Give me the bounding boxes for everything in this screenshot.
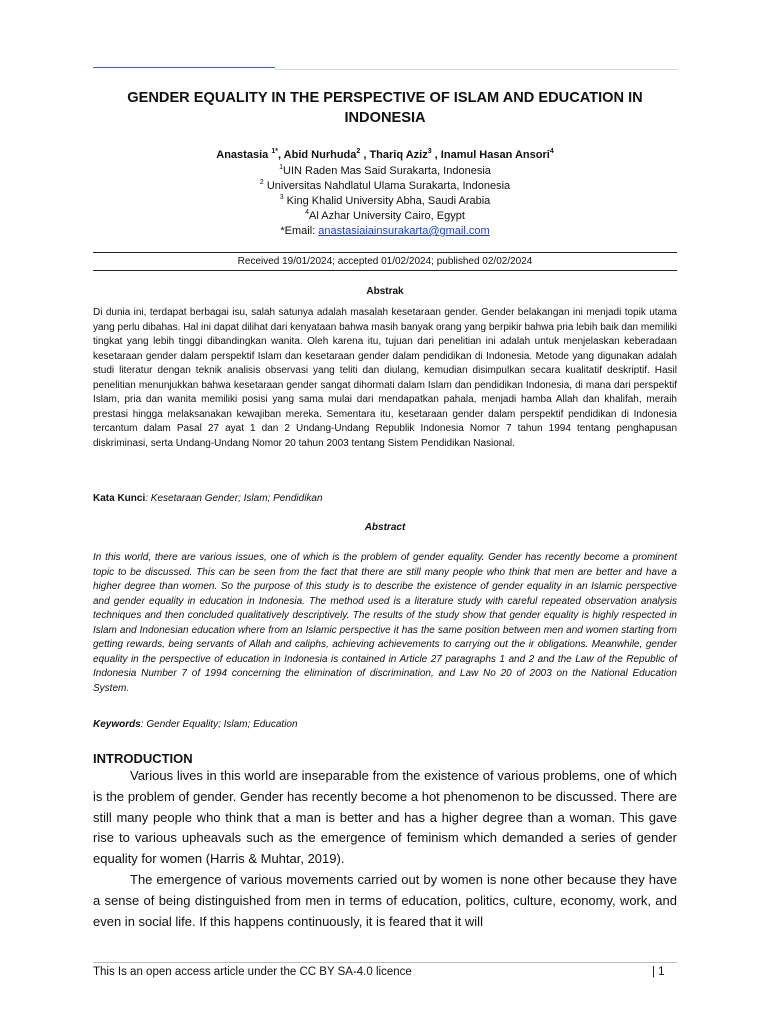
affiliation-text: UIN Raden Mas Said Surakarta, Indonesia (283, 165, 491, 177)
body-paragraph: The emergence of various movements carried out by women is none other because they have a sense of being distinguished from men in terms of education, politics, culture, economy, work, and even in social life. If this happens continuously, it is feared that it will (93, 872, 677, 929)
abstrak-text: Di dunia ini, terdapat berbagai isu, salah satunya adalah masalah kesetaraan gender. Gender belakangan ini menjadi topik utama yang perlu dibahas. Hal ini dapat dilihat dari kenyataan bahwa masih banyak orang yang berpikir bahwa pria lebih baik dan memiliki tingkat yang lebih tinggi dibandingkan wanita. Oleh karena itu, tujuan dari penelitian ini adalah untuk menjelaskan keberadaan kesetaraan gender dalam perspektif Islam dan kesetaraan gender dalam pendidikan di Indonesia. Metode yang digunakan adalah studi literatur dengan teknik analisis observasi yang teliti dan diulang, kemudian disimpulkan secara kualitatif deskriptif. Hasil penelitian menunjukkan bahwa kesetaraan gender sangat dihormati dalam Islam dan pendidikan Indonesia, di mana dari perspektif Islam, pria dan wanita memiliki posisi yang sama mulai dari mendapatkan pahala, menjadi hamba Allah dan khalifah, meraih prestasi hingga melaksanakan kewajiban mereka. Sementara itu, kesetaraan gender dalam perspektif pendidikan di Indonesia tercantum dalam Pasal 27 ayat 1 dan 2 Undang-Undang Republik Indonesia Nomor 7 tahun 1994 tentang penghapusan diskriminasi, serta Undang-Undang Nomor 20 tahun 2003 tentang Sistem Pendidikan Nasional. (93, 307, 677, 449)
page-number: | 1 (652, 966, 665, 978)
author-sup: 2 (356, 148, 361, 155)
author-name: Inamul Hasan Ansori (440, 149, 550, 161)
header-link-rule (93, 67, 275, 68)
affiliation (93, 179, 677, 194)
affiliation-sup: 1 (279, 164, 283, 171)
keywords-value: : Kesetaraan Gender; Islam; Pendidikan (145, 493, 323, 504)
received-top-rule (93, 252, 677, 253)
header-divider (275, 69, 677, 70)
affiliation-sup: 3 (279, 194, 284, 201)
abstract-heading: Abstract (364, 522, 406, 533)
affiliation (93, 164, 677, 179)
body-paragraph: Various lives in this world are inseparable from the existence of various problems, one of which is the problem of gender. Gender has recently become a hot phenomenon to be discussed. There are still many people who think that a man is better and has a higher degree than a woman. This gave rise to various upheavals such as the emergence of feminism which demanded a series of gender equality for women (Harris & Muhtar, 2019). (93, 768, 677, 867)
affiliation-text: Universitas Nahdlatul Ulama Surakarta, Indonesia (266, 180, 511, 192)
affiliation-sup: 4 (305, 209, 309, 216)
received-dates: Received 19/01/2024; accepted 01/02/2024; published 02/02/2024 (237, 256, 533, 267)
abstract-text: In this world, there are various issues, one of which is the problem of gender equality. Gender has recently become a prominent topic to be discussed. This can be seen from the fact that there are still many people who think that men are better and have a higher degree than women. So the purpose of this study is to describe the existence of gender equality in an Islamic perspective and gender equality in education in Indonesia. The method used is a literature study with careful repeated observation analysis techniques and then concluded qualitatively descriptively. The results of the study show that gender equality is highly respected in Islam and Indonesian education where from an Islamic perspective it has the same position between men and women starting from getting rewards, being servants of Allah and caliphs, achieving achievements to carrying out the ir obligations. Meanwhile, gender equality in the perspective of education in Indonesia is contained in Article 27 paragraphs 1 and 2 and the Law of the Republic of Indonesia Number 7 of 1994 concerning the elimination of discrimination, and Law No 20 of 2003 on the National Education System. (93, 552, 677, 694)
introduction-heading: INTRODUCTION (93, 751, 193, 766)
paper-title: GENDER EQUALITY IN THE PERSPECTIVE OF ISLAM AND EDUCATION IN INDONESIA (127, 90, 643, 126)
affiliation (93, 194, 677, 209)
email-line (93, 224, 677, 239)
affiliation-text: King Khalid University Abha, Saudi Arabia (286, 195, 491, 207)
abstract-keywords (93, 718, 677, 732)
author-name: Thariq Aziz (369, 149, 428, 161)
abstrak-heading: Abstrak (366, 286, 404, 297)
author-sup: 1* (271, 148, 278, 155)
author-sup: 3 (427, 148, 432, 155)
footer-license: This Is an open access article under the CC BY SA-4.0 licence (93, 966, 412, 978)
affiliation-text: Al Azhar University Cairo, Egypt (309, 210, 465, 222)
keywords-value: : Gender Equality; Islam; Education (140, 719, 298, 730)
affiliation-sup: 2 (259, 179, 264, 186)
author-name: Anastasia (216, 149, 269, 161)
received-bottom-rule (93, 270, 677, 271)
author-name: Abid Nurhuda (283, 149, 357, 161)
footer-divider (93, 962, 677, 963)
email-label: *Email: (280, 225, 319, 237)
keywords-label: Keywords (93, 719, 141, 730)
keywords-label: Kata Kunci (93, 493, 146, 504)
author-list: Anastasia $^{1*}$, Abid Nurhuda$^2$ , Thariq Aziz$^3$ , Inamul Hasan Ansori$^4$ (216, 148, 554, 161)
affiliation (93, 209, 677, 224)
email-link[interactable]: anastasiaiainsurakarta@gmail.com (318, 225, 490, 237)
abstrak-keywords (93, 492, 677, 506)
author-sup: 4 (549, 148, 554, 155)
